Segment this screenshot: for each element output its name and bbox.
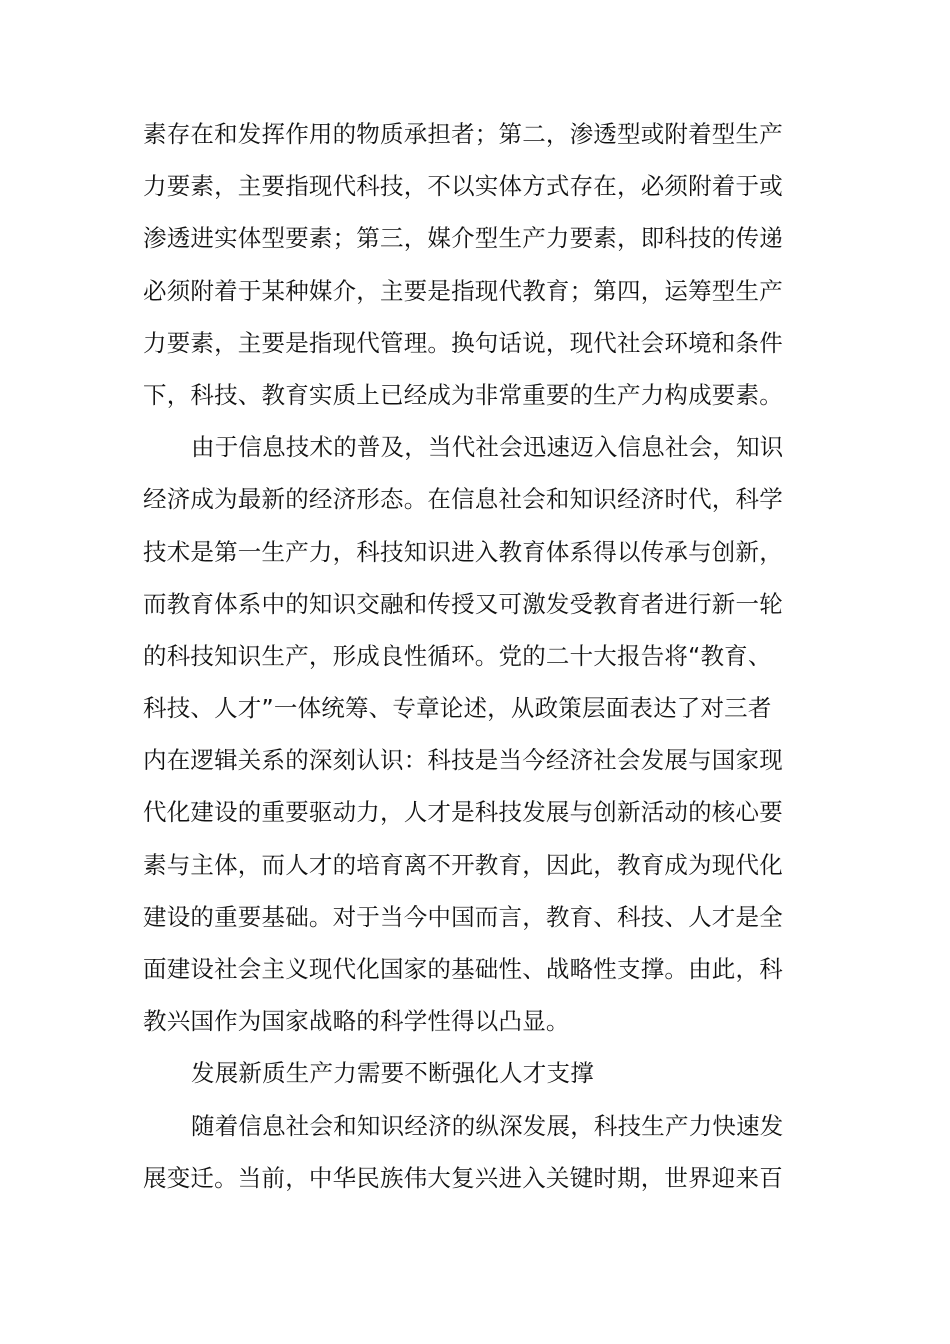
text-line: 展变迁。当前，中华民族伟大复兴进入关键时期，世界迎来百 (143, 1163, 783, 1192)
text-line: 面建设社会主义现代化国家的基础性、战略性支撑。由此，科 (143, 955, 783, 983)
text-line: 必须附着于某种媒介，主要是指现代教育；第四，运筹型生产 (143, 276, 783, 305)
text-line: 素与主体，而人才的培育离不开教育，因此，教育成为现代化 (143, 850, 783, 879)
text-line: 渗透进实体型要素；第三，媒介型生产力要素，即科技的传递 (143, 224, 783, 253)
body-text (143, 108, 808, 1204)
text-line: 建设的重要基础。对于当今中国而言，教育、科技、人才是全 (143, 902, 783, 931)
text-line: 素存在和发挥作用的物质承担者；第二，渗透型或附着型生产 (143, 120, 783, 148)
text-line: 科技、人才”一体统筹、专章论述，从政策层面表达了对三者 (143, 694, 772, 723)
text-line: 下，科技、教育实质上已经成为非常重要的生产力构成要素。 (143, 380, 783, 409)
text-line: 力要素，主要是指现代管理。换句话说，现代社会环境和条件 (143, 328, 783, 357)
paragraph-start-line: 随着信息社会和知识经济的纵深发展，科技生产力快速发 (191, 1111, 784, 1140)
section-heading: 发展新质生产力需要不断强化人才支撑 (191, 1059, 594, 1088)
text-line: 力要素，主要指现代科技，不以实体方式存在，必须附着于或 (143, 172, 783, 201)
paragraph-start-line: 由于信息技术的普及，当代社会迅速迈入信息社会，知识 (191, 433, 784, 462)
text-line: 教兴国作为国家战略的科学性得以凸显。 (143, 1007, 570, 1036)
text-line: 而教育体系中的知识交融和传授又可激发受教育者进行新一轮 (143, 589, 783, 618)
text-line: 的科技知识生产，形成良性循环。党的二十大报告将“教育、 (143, 641, 772, 670)
text-line: 内在逻辑关系的深刻认识：科技是当今经济社会发展与国家现 (143, 746, 783, 775)
text-line: 技术是第一生产力，科技知识进入教育体系得以传承与创新， (143, 537, 783, 566)
text-line: 代化建设的重要驱动力，人才是科技发展与创新活动的核心要 (143, 798, 783, 827)
text-line: 经济成为最新的经济形态。在信息社会和知识经济时代，科学 (143, 485, 783, 514)
